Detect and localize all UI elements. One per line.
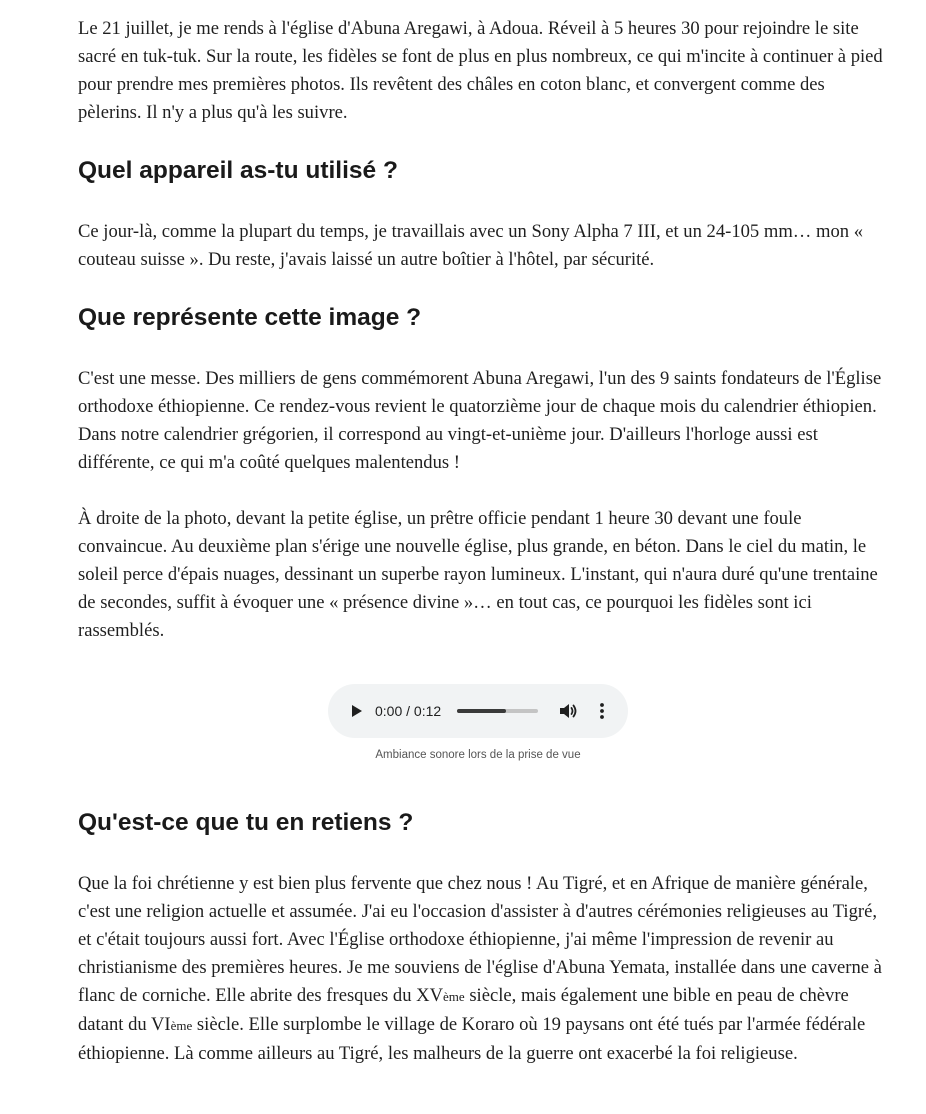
audio-time: 0:00 / 0:12 (375, 703, 442, 719)
audio-progress-fill (457, 709, 506, 713)
paragraph-retiens (78, 870, 886, 1068)
audio-player (328, 684, 628, 738)
paragraph-image-2: À droite de la photo, devant la petite église, un prêtre officie pendant 1 heure 30 devant une foule convaincue. Au deuxième plan s'érige une nouvelle église, plus grande, en béton. Dans le ciel du matin, le soleil perce d'épais nuages, dessinant un superbe rayon lumineux. L'instant, qui n'aura duré qu'une trentaine de secondes, suffit à évoquer une « présence divine »… en tout cas, ce pourquoi les fidèles sont ici rassemblés. (78, 508, 878, 641)
heading-image: Que représente cette image ? (78, 304, 422, 331)
heading-retiens: Qu'est-ce que tu en retiens ? (78, 809, 414, 836)
audio-progress-track[interactable] (457, 709, 538, 713)
paragraph-camera: Ce jour-là, comme la plupart du temps, je travaillais avec un Sony Alpha 7 III, et un 24-105 mm… mon « couteau suisse ». Du reste, j'avais laissé un autre boîtier à l'hôtel, par sécurité. (78, 221, 864, 270)
volume-icon[interactable] (558, 701, 578, 721)
play-icon[interactable] (346, 701, 366, 721)
paragraph-image-1: C'est une messe. Des milliers de gens commémorent Abuna Aregawi, l'un des 9 saints fondateurs de l'Église orthodoxe éthiopienne. Ce rendez-vous revient le quatorzième jour de chaque mois du calendrier éthiopien. Dans notre calendrier grégorien, il correspond au vingt-et-unième jour. D'ailleurs l'horloge aussi est différente, ce qui m'a coûté quelques malentendus ! (78, 368, 882, 473)
paragraph-intro: Le 21 juillet, je me rends à l'église d'Abuna Aregawi, à Adoua. Réveil à 5 heures 30 pour rejoindre le site sacré en tuk-tuk. Sur la route, les fidèles se font de plus en plus nombreux, ce qui m'incite à continuer à pied pour prendre mes premières photos. Ils revêtent des châles en coton blanc, et convergent comme des pèlerins. Il n'y a plus qu'à les suivre. (78, 18, 883, 123)
paragraph-retiens-part-a: Que la foi chrétienne y est bien plus fervente que chez nous ! Au Tigré, et en Afrique de manière générale, c'est une religion actuelle et assumée. J'ai eu l'occasion d'assister à d'autres cérémonies religieuses au Tigré, et c'était toujours aussi fort. Avec l'Église orthodoxe éthiopienne, j'ai même l'impression de revenir au christianisme des premières heures. Je me souviens de l'église d'Abuna Yemata, installée dans une caverne à flanc de corniche. Elle abrite des fresques du XV (78, 873, 882, 1006)
heading-camera: Quel appareil as-tu utilisé ? (78, 157, 398, 184)
century-suffix: ème (443, 989, 465, 1004)
paragraph-retiens-part-c: siècle. Elle surplombe le village de Koraro où 19 paysans ont été tués par l'armée fédérale éthiopienne. Là comme ailleurs au Tigré, les malheurs de la guerre ont exacerbé la foi religieuse. (78, 1014, 866, 1064)
century-suffix: ème (170, 1018, 193, 1033)
audio-caption: Ambiance sonore lors de la prise de vue (375, 749, 581, 761)
more-vertical-icon[interactable] (592, 701, 612, 721)
paragraph-retiens-part-b: siècle, mais également une bible en peau de chèvre datant du VI (78, 985, 849, 1035)
